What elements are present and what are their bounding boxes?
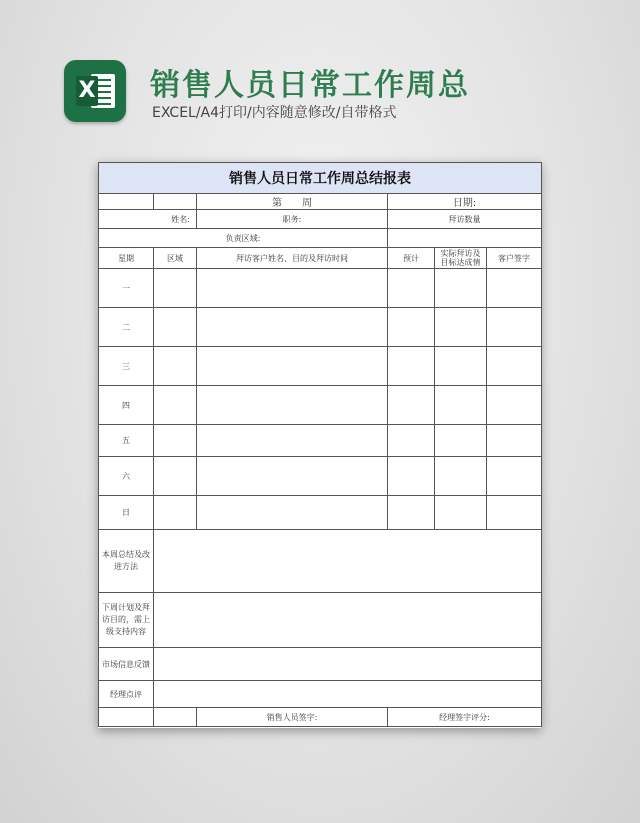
blank-cell [388, 229, 542, 248]
day-label: 六 [99, 457, 154, 496]
table-row [99, 457, 542, 496]
table-row [99, 347, 542, 386]
col-plan: 预计 [388, 248, 435, 269]
manager-signature-label: 经理签字评分: [388, 708, 542, 727]
page-header [0, 0, 640, 150]
table-row [99, 386, 542, 425]
table-row [99, 269, 542, 308]
blank-cell [154, 194, 197, 210]
blank-cell [99, 194, 154, 210]
manager-review-label: 经理点评 [99, 681, 154, 708]
spreadsheet-preview [98, 162, 541, 728]
market-feedback-label: 市场信息反馈 [99, 648, 154, 681]
table-row [99, 308, 542, 347]
next-plan-label: 下周计划及拜访目的，需上级支持内容 [99, 593, 154, 648]
report-table [98, 162, 542, 727]
col-results [435, 248, 487, 269]
table-row [99, 425, 542, 457]
day-label: 四 [99, 386, 154, 425]
table-row [99, 496, 542, 530]
sales-signature-label: 销售人员签字: [197, 708, 388, 727]
name-label: 姓名: [99, 210, 197, 229]
excel-icon [64, 60, 126, 122]
day-label: 三 [99, 347, 154, 386]
col-visit-info: 拜访客户姓名、目的及拜访时间 [197, 248, 388, 269]
market-feedback-area [154, 648, 542, 681]
day-label: 一 [99, 269, 154, 308]
col-signature: 客户签字 [487, 248, 542, 269]
page-subtitle: EXCEL/A4打印/内容随意修改/自带格式 [152, 105, 397, 121]
summary-label: 本周总结及改进方法 [99, 530, 154, 593]
day-label: 日 [99, 496, 154, 530]
manager-review-area [154, 681, 542, 708]
date-label: 日期: [388, 194, 542, 210]
position-label: 职务: [197, 210, 388, 229]
day-label: 五 [99, 425, 154, 457]
page-title: 销售人员日常工作周总 [150, 68, 470, 103]
blank-cell [154, 708, 197, 727]
next-plan-area [154, 593, 542, 648]
report-title: 销售人员日常工作周总结报表 [99, 163, 542, 194]
week-label: 第 周 [197, 194, 388, 210]
area-label: 负责区域: [99, 229, 388, 248]
blank-cell [99, 708, 154, 727]
col-weekday: 星期 [99, 248, 154, 269]
summary-area [154, 530, 542, 593]
col-region: 区域 [154, 248, 197, 269]
visit-count-label: 拜访数量 [388, 210, 542, 229]
col-results-text: 实际拜访及目标达成情 [440, 249, 481, 267]
excel-x-letter: X [76, 76, 98, 106]
day-label: 二 [99, 308, 154, 347]
